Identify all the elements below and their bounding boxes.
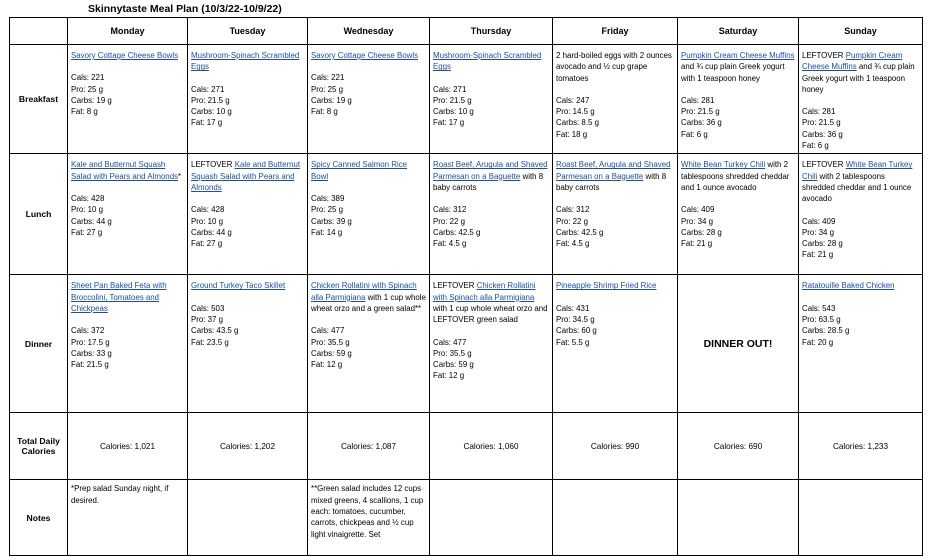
dinner-cell-monday bbox=[68, 275, 188, 413]
recipe-link[interactable]: Mushroom-Spinach Scrambled Eggs bbox=[433, 51, 542, 72]
protein-value: Pro: 34.5 g bbox=[556, 314, 595, 324]
lunch-cell-friday bbox=[553, 154, 678, 275]
meal-suffix: with 1 cup whole wheat orzo and LEFTOVER green salad bbox=[433, 303, 548, 325]
meal-description bbox=[433, 159, 549, 193]
meal-suffix: with 8 baby carrots bbox=[433, 171, 544, 192]
fat-value: Fat: 4.5 g bbox=[433, 239, 467, 249]
meal-description bbox=[311, 159, 426, 182]
note-text bbox=[681, 483, 795, 553]
notes-cell-sunday bbox=[799, 480, 923, 556]
nutrition-info bbox=[681, 95, 795, 140]
carbs-value: Carbs: 19 g bbox=[311, 95, 352, 105]
meal-description bbox=[71, 50, 184, 61]
recipe-link[interactable]: Savory Cottage Cheese Bowls bbox=[71, 51, 179, 60]
protein-value: Pro: 34 g bbox=[681, 216, 714, 226]
calories-value: Cals: 389 bbox=[311, 193, 345, 203]
carbs-value: Carbs: 44 g bbox=[191, 227, 232, 237]
fat-value: Fat: 12 g bbox=[311, 360, 343, 370]
recipe-link[interactable]: Ratatouille Baked Chicken bbox=[802, 281, 895, 291]
meal-description bbox=[556, 280, 674, 291]
meal-suffix: * bbox=[178, 171, 182, 181]
fat-value: Fat: 6 g bbox=[802, 141, 829, 151]
row-label-lunch: Lunch bbox=[10, 154, 68, 275]
carbs-value: Carbs: 43.5 g bbox=[191, 326, 239, 336]
nutrition-info bbox=[311, 325, 426, 370]
protein-value: Pro: 21.5 g bbox=[191, 95, 230, 105]
carbs-value: Carbs: 28.5 g bbox=[802, 326, 850, 336]
fat-value: Fat: 12 g bbox=[433, 371, 465, 381]
lunch-row bbox=[10, 154, 923, 275]
dinner-cell-thursday bbox=[430, 275, 553, 413]
carbs-value: Carbs: 28 g bbox=[681, 227, 722, 237]
calories-value: Cals: 221 bbox=[311, 73, 345, 83]
carbs-value: Carbs: 36 g bbox=[681, 118, 722, 128]
meal-description bbox=[802, 50, 919, 95]
fat-value: Fat: 23.5 g bbox=[191, 337, 229, 347]
calories-value: Cals: 543 bbox=[802, 303, 836, 313]
carbs-value: Carbs: 33 g bbox=[71, 348, 112, 358]
meal-description bbox=[556, 50, 674, 84]
notes-cell-wednesday bbox=[308, 480, 430, 556]
day-header-thursday: Thursday bbox=[430, 18, 553, 45]
total-calories-monday: Calories: 1,021 bbox=[68, 413, 188, 480]
corner-cell bbox=[10, 18, 68, 45]
dinner-cell-friday bbox=[553, 275, 678, 413]
breakfast-cell-wednesday bbox=[308, 45, 430, 154]
nutrition-info bbox=[802, 216, 919, 261]
protein-value: Pro: 21.5 g bbox=[681, 107, 720, 117]
nutrition-info bbox=[556, 95, 674, 140]
carbs-value: Carbs: 39 g bbox=[311, 216, 352, 226]
fat-value: Fat: 8 g bbox=[71, 107, 98, 117]
nutrition-info bbox=[433, 84, 549, 129]
recipe-link[interactable]: Chicken Rollatini with Spinach alla Parmigiana bbox=[311, 281, 417, 302]
carbs-value: Carbs: 8.5 g bbox=[556, 118, 599, 128]
row-label-notes: Notes bbox=[10, 480, 68, 556]
recipe-link[interactable]: Ground Turkey Taco Skillet bbox=[191, 281, 286, 291]
calories-value: Cals: 428 bbox=[71, 193, 105, 203]
protein-value: Pro: 22 g bbox=[556, 216, 589, 226]
total-calories-saturday: Calories: 690 bbox=[678, 413, 799, 480]
fat-value: Fat: 4.5 g bbox=[556, 239, 590, 249]
breakfast-cell-saturday bbox=[678, 45, 799, 154]
calories-value: Cals: 431 bbox=[556, 303, 590, 313]
calories-value: Cals: 409 bbox=[802, 216, 836, 226]
total-row bbox=[10, 413, 923, 480]
nutrition-info bbox=[556, 204, 674, 249]
meal-description bbox=[802, 280, 919, 291]
calories-value: Cals: 312 bbox=[556, 205, 590, 215]
day-header-tuesday: Tuesday bbox=[188, 18, 308, 45]
total-calories-friday: Calories: 990 bbox=[553, 413, 678, 480]
day-header-friday: Friday bbox=[553, 18, 678, 45]
recipe-link[interactable]: White Bean Turkey Chili bbox=[802, 160, 913, 181]
meal-suffix: with 1 cup whole wheat orzo and a green salad** bbox=[311, 292, 426, 313]
nutrition-info bbox=[191, 84, 304, 129]
fat-value: Fat: 20 g bbox=[802, 337, 834, 347]
carbs-value: Carbs: 44 g bbox=[71, 216, 112, 226]
breakfast-cell-thursday bbox=[430, 45, 553, 154]
breakfast-row bbox=[10, 45, 923, 154]
calories-value: Cals: 503 bbox=[191, 303, 225, 313]
protein-value: Pro: 17.5 g bbox=[71, 337, 110, 347]
protein-value: Pro: 22 g bbox=[433, 216, 466, 226]
protein-value: Pro: 14.5 g bbox=[556, 107, 595, 117]
carbs-value: Carbs: 59 g bbox=[433, 360, 474, 370]
notes-cell-monday bbox=[68, 480, 188, 556]
calories-value: Cals: 221 bbox=[71, 73, 105, 83]
protein-value: Pro: 63.5 g bbox=[802, 314, 841, 324]
meal-prefix: 2 hard-boiled eggs with 2 ounces avocado and ½ cup grape tomatoes bbox=[556, 51, 672, 83]
protein-value: Pro: 21.5 g bbox=[433, 95, 472, 105]
meal-description bbox=[681, 50, 795, 84]
meal-suffix: and ¾ cup plain Greek yogurt with 1 teaspoon honey bbox=[681, 62, 785, 83]
fat-value: Fat: 14 g bbox=[311, 227, 343, 237]
carbs-value: Carbs: 60 g bbox=[556, 326, 597, 336]
protein-value: Pro: 35.5 g bbox=[433, 348, 472, 358]
nutrition-info bbox=[681, 204, 795, 249]
fat-value: Fat: 5.5 g bbox=[556, 337, 590, 347]
calories-value: Cals: 372 bbox=[71, 326, 105, 336]
recipe-link[interactable]: Kale and Butternut Squash Salad with Pears and Almonds bbox=[191, 160, 301, 192]
recipe-link[interactable]: Roast Beef, Arugula and Shaved Parmesan on a Baguette bbox=[433, 160, 548, 181]
fat-value: Fat: 27 g bbox=[191, 239, 223, 249]
recipe-link[interactable]: Spicy Canned Salmon Rice Bowl bbox=[311, 160, 408, 181]
header-row bbox=[10, 18, 923, 45]
recipe-link[interactable]: Pumpkin Cream Cheese Muffins bbox=[681, 51, 795, 60]
protein-value: Pro: 25 g bbox=[71, 84, 104, 94]
carbs-value: Carbs: 10 g bbox=[191, 107, 232, 117]
nutrition-info bbox=[311, 193, 426, 238]
dinner-cell-wednesday bbox=[308, 275, 430, 413]
protein-value: Pro: 10 g bbox=[71, 205, 104, 215]
total-calories-wednesday: Calories: 1,087 bbox=[308, 413, 430, 480]
nutrition-info bbox=[71, 193, 184, 238]
calories-value: Cals: 271 bbox=[433, 84, 467, 94]
nutrition-info bbox=[311, 72, 426, 117]
dinner-cell-tuesday bbox=[188, 275, 308, 413]
dinner-out-label: DINNER OUT! bbox=[703, 337, 773, 350]
recipe-link[interactable]: Roast Beef, Arugula and Shaved Parmesan on a Baguette bbox=[556, 160, 671, 181]
protein-value: Pro: 35.5 g bbox=[311, 337, 350, 347]
fat-value: Fat: 21.5 g bbox=[71, 360, 109, 370]
carbs-value: Carbs: 10 g bbox=[433, 107, 474, 117]
carbs-value: Carbs: 42.5 g bbox=[433, 227, 481, 237]
nutrition-info bbox=[191, 303, 304, 348]
recipe-link[interactable]: Mushroom-Spinach Scrambled Eggs bbox=[191, 51, 300, 72]
fat-value: Fat: 27 g bbox=[71, 227, 103, 237]
page-title: Skinnytaste Meal Plan (10/3/22-10/9/22) bbox=[88, 3, 282, 15]
recipe-link[interactable]: Savory Cottage Cheese Bowls bbox=[311, 51, 419, 60]
protein-value: Pro: 10 g bbox=[191, 216, 224, 226]
nutrition-info bbox=[433, 337, 549, 382]
meal-description bbox=[311, 280, 426, 314]
calories-value: Cals: 247 bbox=[556, 95, 590, 105]
carbs-value: Carbs: 28 g bbox=[802, 239, 843, 249]
calories-value: Cals: 271 bbox=[191, 84, 225, 94]
meal-suffix: and ¾ cup plain Greek yogurt with 1 teaspoon honey bbox=[802, 62, 915, 94]
meal-description bbox=[71, 159, 184, 182]
calories-value: Cals: 409 bbox=[681, 205, 715, 215]
breakfast-cell-tuesday bbox=[188, 45, 308, 154]
lunch-cell-wednesday bbox=[308, 154, 430, 275]
nutrition-info bbox=[71, 325, 184, 370]
calories-value: Cals: 281 bbox=[802, 107, 836, 117]
meal-description bbox=[191, 159, 304, 193]
notes-row bbox=[10, 480, 923, 556]
meal-suffix: with 8 baby carrots bbox=[556, 171, 667, 192]
fat-value: Fat: 8 g bbox=[311, 107, 338, 117]
protein-value: Pro: 25 g bbox=[311, 84, 344, 94]
meal-description bbox=[311, 50, 426, 61]
notes-cell-friday bbox=[553, 480, 678, 556]
lunch-cell-monday bbox=[68, 154, 188, 275]
fat-value: Fat: 21 g bbox=[681, 239, 713, 249]
note-text bbox=[802, 483, 919, 553]
carbs-value: Carbs: 42.5 g bbox=[556, 227, 604, 237]
recipe-link[interactable]: Kale and Butternut Squash Salad with Pears and Almonds bbox=[71, 160, 179, 181]
recipe-link[interactable]: White Bean Turkey Chili bbox=[681, 160, 766, 170]
note-text: *Prep salad Sunday night, if desired. bbox=[71, 484, 169, 505]
meal-description bbox=[433, 50, 549, 73]
row-label-breakfast: Breakfast bbox=[10, 45, 68, 154]
meal-suffix: with 2 tablespoons shredded cheddar and 1 ounce avocado bbox=[802, 171, 912, 204]
recipe-link[interactable]: Pumpkin Cream Cheese Muffins bbox=[802, 51, 903, 72]
day-header-wednesday: Wednesday bbox=[308, 18, 430, 45]
protein-value: Pro: 34 g bbox=[802, 227, 835, 237]
protein-value: Pro: 25 g bbox=[311, 205, 344, 215]
meal-plan-table bbox=[9, 17, 923, 556]
meal-prefix: LEFTOVER bbox=[433, 281, 477, 291]
meal-description bbox=[71, 280, 184, 314]
meal-description bbox=[802, 159, 919, 204]
total-calories-tuesday: Calories: 1,202 bbox=[188, 413, 308, 480]
meal-description bbox=[681, 159, 795, 193]
protein-value: Pro: 37 g bbox=[191, 314, 224, 324]
recipe-link[interactable]: Pineapple Shrimp Fried Rice bbox=[556, 281, 657, 291]
dinner-row bbox=[10, 275, 923, 413]
note-text bbox=[433, 483, 549, 553]
dinner-cell-sunday bbox=[799, 275, 923, 413]
dinner-cell-saturday bbox=[678, 275, 799, 413]
calories-value: Cals: 312 bbox=[433, 205, 467, 215]
fat-value: Fat: 17 g bbox=[191, 118, 223, 128]
row-label-dinner: Dinner bbox=[10, 275, 68, 413]
meal-description bbox=[556, 159, 674, 193]
calories-value: Cals: 477 bbox=[311, 326, 345, 336]
carbs-value: Carbs: 59 g bbox=[311, 348, 352, 358]
fat-value: Fat: 17 g bbox=[433, 118, 465, 128]
meal-prefix: LEFTOVER bbox=[191, 160, 235, 170]
row-label-total: Total Daily Calories bbox=[10, 413, 68, 480]
fat-value: Fat: 18 g bbox=[556, 129, 588, 139]
fat-value: Fat: 6 g bbox=[681, 129, 708, 139]
carbs-value: Carbs: 19 g bbox=[71, 95, 112, 105]
notes-cell-tuesday bbox=[188, 480, 308, 556]
lunch-cell-saturday bbox=[678, 154, 799, 275]
calories-value: Cals: 281 bbox=[681, 95, 715, 105]
day-header-saturday: Saturday bbox=[678, 18, 799, 45]
fat-value: Fat: 21 g bbox=[802, 250, 834, 260]
breakfast-cell-friday bbox=[553, 45, 678, 154]
notes-cell-saturday bbox=[678, 480, 799, 556]
recipe-link[interactable]: Sheet Pan Baked Feta with Broccolini, Tomatoes and Chickpeas bbox=[71, 281, 167, 313]
lunch-cell-sunday bbox=[799, 154, 923, 275]
notes-cell-thursday bbox=[430, 480, 553, 556]
lunch-cell-tuesday bbox=[188, 154, 308, 275]
day-header-monday: Monday bbox=[68, 18, 188, 45]
total-calories-sunday: Calories: 1,233 bbox=[799, 413, 923, 480]
nutrition-info bbox=[433, 204, 549, 249]
meal-description bbox=[191, 280, 304, 291]
lunch-cell-thursday bbox=[430, 154, 553, 275]
breakfast-cell-monday bbox=[68, 45, 188, 154]
total-calories-thursday: Calories: 1,060 bbox=[430, 413, 553, 480]
calories-value: Cals: 428 bbox=[191, 205, 225, 215]
breakfast-cell-sunday bbox=[799, 45, 923, 154]
note-text bbox=[556, 483, 674, 553]
meal-suffix: with 2 tablespoons shredded cheddar and 1 ounce avocado bbox=[681, 160, 790, 192]
meal-description bbox=[433, 280, 549, 325]
nutrition-info bbox=[802, 303, 919, 348]
day-header-sunday: Sunday bbox=[799, 18, 923, 45]
meal-prefix: LEFTOVER bbox=[802, 160, 846, 170]
nutrition-info bbox=[802, 106, 919, 151]
note-text bbox=[191, 483, 304, 553]
nutrition-info bbox=[191, 204, 304, 249]
carbs-value: Carbs: 36 g bbox=[802, 129, 843, 139]
nutrition-info bbox=[556, 303, 674, 348]
meal-description bbox=[191, 50, 304, 73]
recipe-link[interactable]: Chicken Rollatini with Spinach alla Parmigiana bbox=[433, 281, 536, 302]
protein-value: Pro: 21.5 g bbox=[802, 118, 841, 128]
note-text: **Green salad includes 12 cups mixed greens, 4 scallions, 1 cup each: tomatoes, cucumber, carrots, chickpeas and ½ cup light vinaigrette. Set bbox=[311, 484, 424, 539]
nutrition-info bbox=[71, 72, 184, 117]
meal-prefix: LEFTOVER bbox=[802, 51, 846, 60]
calories-value: Cals: 477 bbox=[433, 337, 467, 347]
